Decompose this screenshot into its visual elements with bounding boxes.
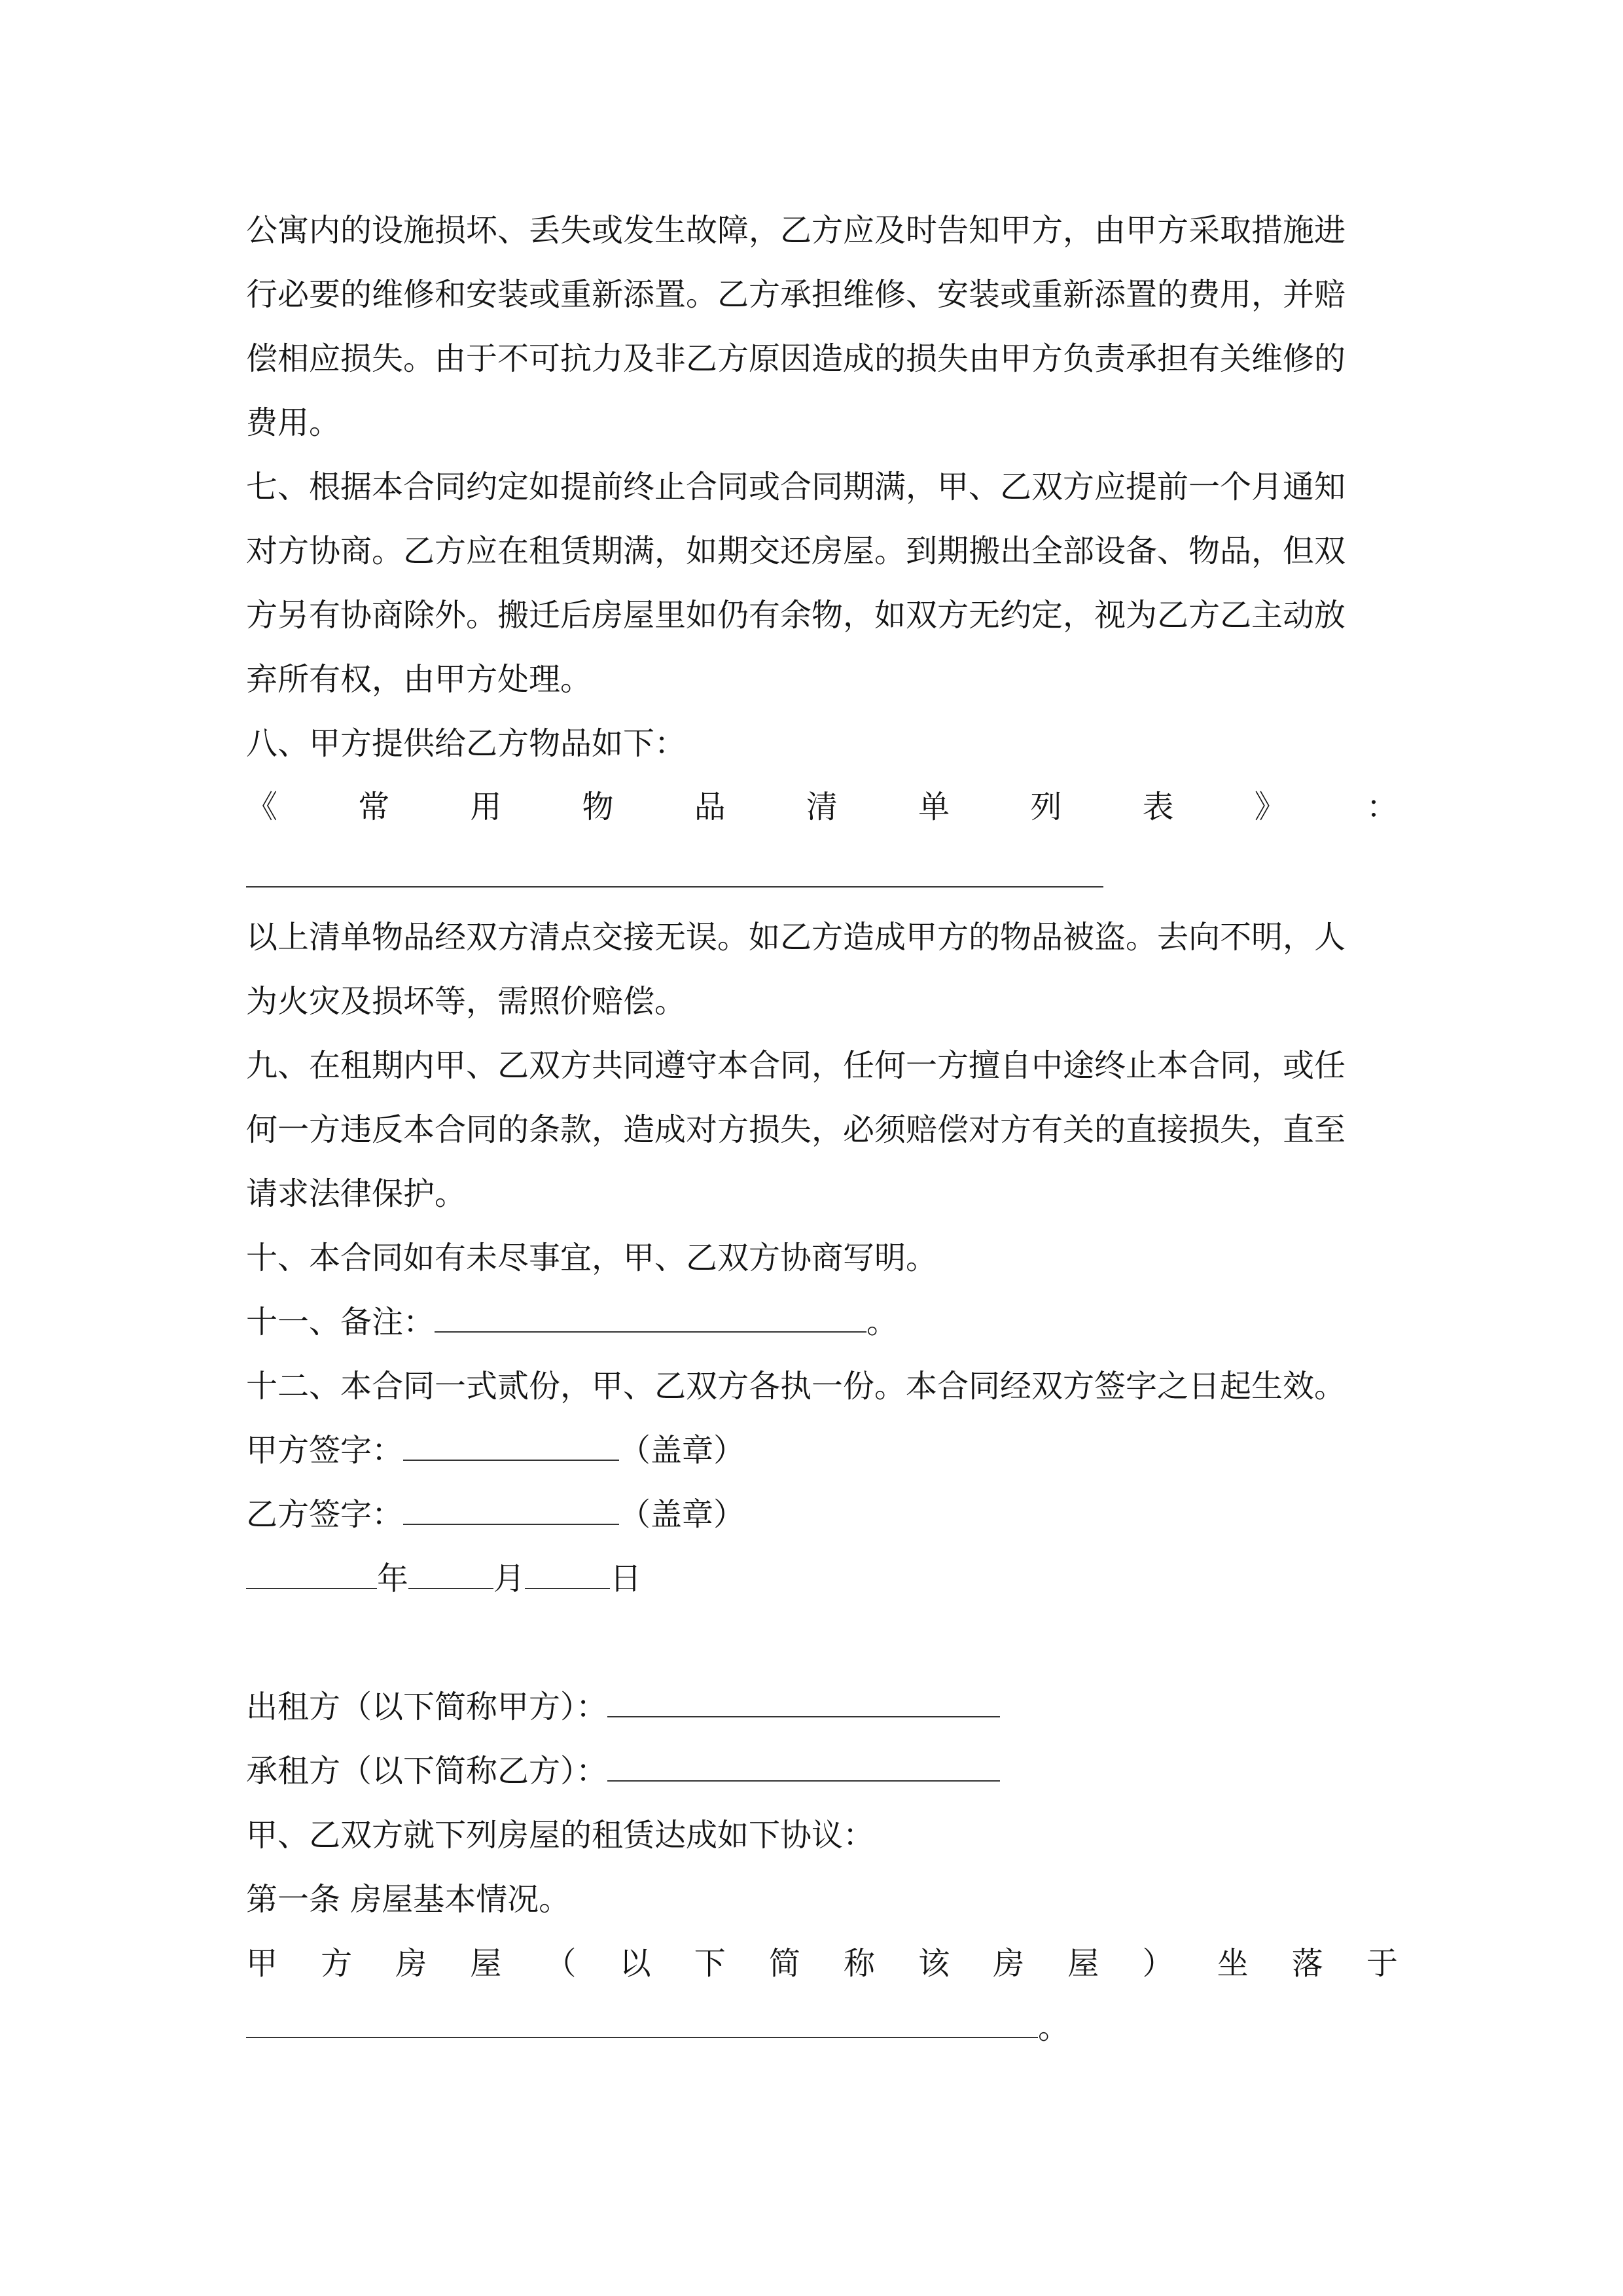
item-list-blank-line bbox=[246, 886, 1103, 888]
list-title-char: 表 bbox=[1142, 789, 1174, 825]
day-blank bbox=[525, 1559, 610, 1589]
remarks-blank bbox=[435, 1302, 866, 1333]
party-a-sign-label: 甲方签字： bbox=[246, 1432, 404, 1469]
house-location-line bbox=[246, 1944, 1398, 1983]
list-title-char: 单 bbox=[918, 789, 950, 825]
location-blank bbox=[246, 2008, 1038, 2038]
section8-heading: 八、甲方提供给乙方物品如下： bbox=[246, 725, 687, 762]
lessee-label: 承租方（以下简称乙方）： bbox=[246, 1753, 608, 1789]
list-title-char: 》 bbox=[1254, 789, 1286, 825]
list-title-char: 常 bbox=[358, 789, 390, 825]
section8-note-line2: 为火灾及损坏等，需照价赔偿。 bbox=[246, 983, 687, 1020]
list-title-char: 列 bbox=[1030, 789, 1062, 825]
section9-line3: 请求法律保护。 bbox=[246, 1175, 467, 1212]
party-b-sign-blank bbox=[403, 1495, 619, 1525]
section9-line2: 何一方违反本合同的条款，造成对方损失，必须赔偿对方有关的直接损失，直至 bbox=[246, 1111, 1346, 1148]
remarks-label: 十一、备注： bbox=[246, 1304, 435, 1340]
item-list-title bbox=[246, 787, 1398, 827]
section12-text: 十二、本合同一式贰份，甲、乙双方各执一份。本合同经双方签字之日起生效。 bbox=[246, 1368, 1346, 1405]
section7-line1: 七、根据本合同约定如提前终止合同或合同期满，甲、乙双方应提前一个月通知 bbox=[246, 469, 1346, 505]
party-a-sign-blank bbox=[403, 1431, 619, 1461]
location-char: 房 bbox=[395, 1945, 427, 1982]
location-char: 屋 bbox=[1067, 1945, 1099, 1982]
section7-line3: 方另有协商除外。搬迁后房屋里如仍有余物，如双方无约定，视为乙方乙主动放 bbox=[246, 597, 1346, 634]
location-char: 房 bbox=[993, 1945, 1025, 1982]
lessor-label: 出租方（以下简称甲方）： bbox=[246, 1689, 608, 1725]
party-a-seal: （盖章） bbox=[619, 1432, 745, 1469]
signing-date bbox=[246, 1559, 1398, 1598]
party-a-signature bbox=[246, 1431, 1398, 1470]
year-label: 年 bbox=[377, 1560, 409, 1597]
article1-heading: 第一条 房屋基本情况。 bbox=[246, 1881, 571, 1918]
list-title-char: 用 bbox=[470, 789, 502, 825]
location-char: 下 bbox=[694, 1945, 726, 1982]
section10-text: 十、本合同如有未尽事宜，甲、乙双方协商写明。 bbox=[246, 1240, 938, 1276]
location-char: 屋 bbox=[470, 1945, 502, 1982]
section8-note-line1: 以上清单物品经双方清点交接无误。如乙方造成甲方的物品被盗。去向不明，人 bbox=[246, 919, 1346, 956]
section6-line2: 行必要的维修和安装或重新添置。乙方承担维修、安装或重新添置的费用，并赔 bbox=[246, 276, 1346, 313]
month-blank bbox=[408, 1559, 493, 1589]
lessor-blank bbox=[607, 1687, 1000, 1717]
remarks-end: 。 bbox=[866, 1304, 899, 1340]
location-char: 落 bbox=[1291, 1945, 1323, 1982]
list-title-char: 《 bbox=[246, 789, 278, 825]
list-title-char: 品 bbox=[694, 789, 726, 825]
section7-line2: 对方协商。乙方应在租赁期满，如期交还房屋。到期搬出全部设备、物品，但双 bbox=[246, 533, 1346, 569]
location-char: 该 bbox=[918, 1945, 950, 1982]
day-label: 日 bbox=[610, 1560, 642, 1597]
section7-line4: 弃所有权，由甲方处理。 bbox=[246, 661, 592, 698]
location-char: 坐 bbox=[1217, 1945, 1249, 1982]
section6-line4: 费用。 bbox=[246, 404, 341, 441]
location-char: 简 bbox=[768, 1945, 800, 1982]
location-end: 。 bbox=[1038, 2009, 1070, 2046]
list-title-char: ： bbox=[1366, 789, 1398, 825]
agreement-intro: 甲、乙双方就下列房屋的租赁达成如下协议： bbox=[246, 1817, 875, 1854]
location-char: 方 bbox=[321, 1945, 353, 1982]
month-label: 月 bbox=[493, 1560, 526, 1597]
lessee-line bbox=[246, 1751, 1398, 1791]
year-blank bbox=[246, 1559, 377, 1589]
location-char: 称 bbox=[844, 1945, 876, 1982]
section6-line3: 偿相应损失。由于不可抗力及非乙方原因造成的损失由甲方负责承担有关维修的 bbox=[246, 340, 1346, 377]
lessor-line bbox=[246, 1687, 1398, 1727]
list-title-char: 清 bbox=[806, 789, 838, 825]
section6-line1: 公寓内的设施损坏、丢失或发生故障，乙方应及时告知甲方，由甲方采取措施进 bbox=[246, 212, 1346, 249]
location-char: 于 bbox=[1366, 1945, 1398, 1982]
party-b-seal: （盖章） bbox=[619, 1496, 745, 1533]
location-char: ） bbox=[1142, 1945, 1174, 1982]
house-location-fill bbox=[246, 2008, 1398, 2047]
party-b-signature bbox=[246, 1495, 1398, 1534]
list-title-char: 物 bbox=[582, 789, 614, 825]
party-b-sign-label: 乙方签字： bbox=[246, 1496, 404, 1533]
location-char: 以 bbox=[619, 1945, 651, 1982]
lessee-blank bbox=[607, 1751, 1000, 1782]
section11-remarks bbox=[246, 1302, 1398, 1342]
location-char: 甲 bbox=[246, 1945, 278, 1982]
location-char: （ bbox=[544, 1945, 577, 1982]
section9-line1: 九、在租期内甲、乙双方共同遵守本合同，任何一方擅自中途终止本合同，或任 bbox=[246, 1047, 1346, 1084]
